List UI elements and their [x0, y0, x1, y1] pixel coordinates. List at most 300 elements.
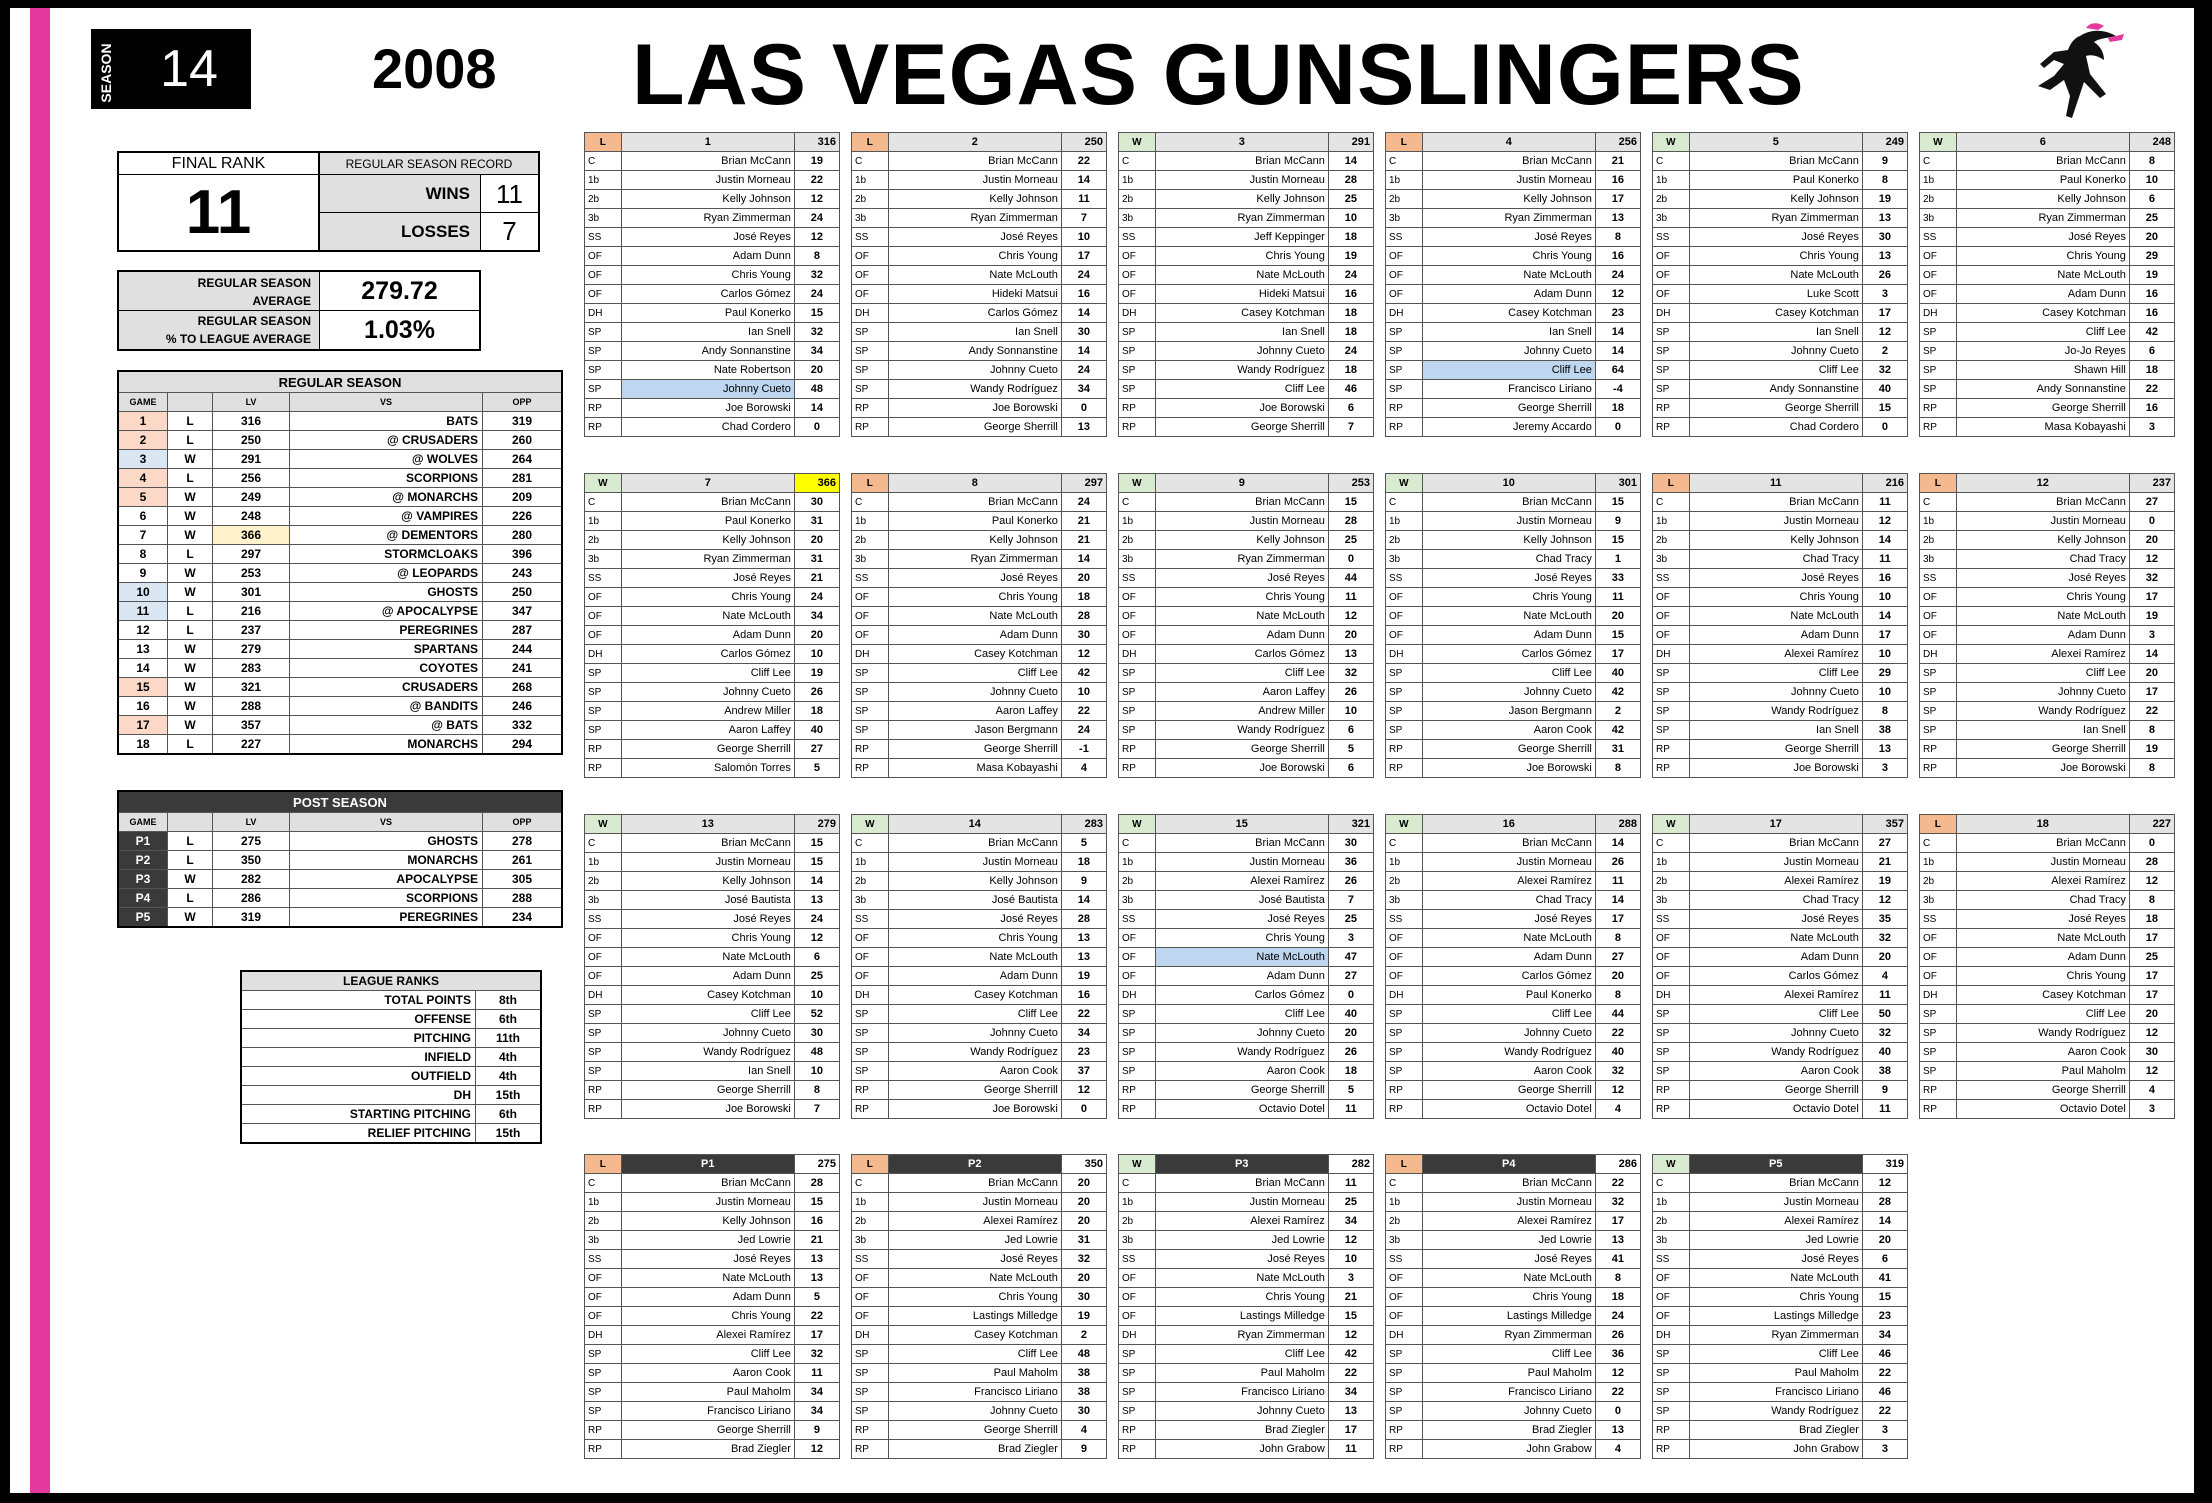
player-name: Wandy Rodríguez	[621, 1043, 794, 1062]
player-name: Joe Borowski	[1956, 759, 2129, 778]
player-name: George Sherrill	[1956, 1081, 2129, 1100]
position: OF	[852, 967, 889, 986]
player-name: José Reyes	[888, 569, 1061, 588]
player-points: 13	[1862, 740, 1907, 759]
game-result: W	[1119, 133, 1156, 152]
position: OF	[852, 607, 889, 626]
player-points: 32	[1595, 1062, 1640, 1081]
position: 2b	[1386, 531, 1423, 550]
game-card-header	[1119, 133, 1374, 152]
player-points: 24	[794, 209, 839, 228]
game-card	[1118, 473, 1374, 778]
player-name: George Sherrill	[1689, 740, 1862, 759]
player-points: 11	[1328, 1100, 1373, 1119]
player-points: 10	[1862, 683, 1907, 702]
player-points: 0	[1328, 986, 1373, 1005]
player-points: 7	[794, 1100, 839, 1119]
opp-score: 260	[483, 431, 563, 450]
game-label: 9	[1155, 474, 1328, 493]
rank-row	[241, 1105, 541, 1124]
position: OF	[852, 1307, 889, 1326]
position: RP	[1119, 1100, 1156, 1119]
player-name: Salomón Torres	[621, 759, 794, 778]
player-row	[1386, 550, 1641, 569]
player-row	[1653, 1440, 1908, 1459]
result: W	[168, 488, 213, 507]
player-points: 16	[1061, 285, 1106, 304]
player-points: 6	[1328, 759, 1373, 778]
player-name: Cliff Lee	[1689, 664, 1862, 683]
opp-score: 280	[483, 526, 563, 545]
game-number: 8	[118, 545, 168, 564]
position: 1b	[852, 512, 889, 531]
player-row	[1386, 1307, 1641, 1326]
average-box	[117, 270, 481, 351]
player-row	[852, 664, 1107, 683]
player-name: Cliff Lee	[1155, 380, 1328, 399]
player-points: 13	[1328, 1402, 1373, 1421]
position: SP	[1386, 1062, 1423, 1081]
rank-value: 15th	[476, 1086, 542, 1105]
player-name: Andy Sonnanstine	[621, 342, 794, 361]
result: L	[168, 832, 213, 851]
player-points: 28	[1061, 910, 1106, 929]
player-name: Cliff Lee	[1689, 1005, 1862, 1024]
player-row	[1386, 1043, 1641, 1062]
player-row	[1653, 171, 1908, 190]
player-name: Paul Konerko	[1689, 171, 1862, 190]
player-row	[1920, 190, 2175, 209]
position: OF	[1119, 1307, 1156, 1326]
player-points: 34	[1061, 380, 1106, 399]
game-total: 250	[1061, 133, 1106, 152]
opp-score: 246	[483, 697, 563, 716]
player-points: -1	[1061, 740, 1106, 759]
position: 2b	[852, 190, 889, 209]
player-points: 22	[2129, 380, 2174, 399]
player-points: 6	[1328, 399, 1373, 418]
player-row	[1386, 872, 1641, 891]
player-row	[1119, 683, 1374, 702]
player-row	[585, 853, 840, 872]
player-name: Casey Kotchman	[1422, 304, 1595, 323]
player-row	[1119, 550, 1374, 569]
player-name: Casey Kotchman	[1956, 304, 2129, 323]
game-label: P1	[621, 1155, 794, 1174]
position: C	[1653, 834, 1690, 853]
player-name: Ryan Zimmerman	[1956, 209, 2129, 228]
player-row	[1920, 588, 2175, 607]
player-row	[585, 1062, 840, 1081]
player-row	[1920, 910, 2175, 929]
regular-season-row	[118, 602, 562, 621]
player-name: George Sherrill	[888, 1421, 1061, 1440]
player-row	[1119, 399, 1374, 418]
player-row	[1920, 1062, 2175, 1081]
position: 3b	[1119, 550, 1156, 569]
player-points: 16	[1862, 569, 1907, 588]
player-name: Masa Kobayashi	[1956, 418, 2129, 437]
player-row	[585, 607, 840, 626]
player-points: 24	[1328, 266, 1373, 285]
player-name: Francisco Liriano	[1422, 380, 1595, 399]
position: SP	[1920, 683, 1957, 702]
player-name: Chris Young	[1956, 247, 2129, 266]
opponent: @ WOLVES	[290, 450, 483, 469]
player-name: Johnny Cueto	[888, 361, 1061, 380]
player-row	[1920, 986, 2175, 1005]
lv-score: 316	[213, 412, 290, 431]
player-name: George Sherrill	[1422, 1081, 1595, 1100]
player-row	[852, 228, 1107, 247]
player-row	[852, 626, 1107, 645]
player-row	[585, 323, 840, 342]
player-points: 2	[1595, 702, 1640, 721]
player-points: 12	[1328, 607, 1373, 626]
player-name: Nate McLouth	[888, 948, 1061, 967]
player-row	[585, 1421, 840, 1440]
game-label: 17	[1689, 815, 1862, 834]
player-name: Ian Snell	[1689, 721, 1862, 740]
player-name: Shawn Hill	[1956, 361, 2129, 380]
player-points: 20	[1862, 1231, 1907, 1250]
player-row	[852, 285, 1107, 304]
player-points: 23	[1595, 304, 1640, 323]
player-row	[852, 209, 1107, 228]
player-points: 18	[794, 702, 839, 721]
player-row	[1119, 228, 1374, 247]
position: OF	[585, 588, 622, 607]
opponent: @ CRUSADERS	[290, 431, 483, 450]
player-points: 20	[1061, 1174, 1106, 1193]
player-name: Brian McCann	[1155, 1174, 1328, 1193]
player-points: 15	[1862, 1288, 1907, 1307]
rank-row	[241, 1067, 541, 1086]
player-row	[1119, 1326, 1374, 1345]
game-number: 16	[118, 697, 168, 716]
position: SS	[1119, 569, 1156, 588]
player-row	[1920, 304, 2175, 323]
player-name: José Reyes	[1155, 1250, 1328, 1269]
player-points: 8	[1595, 986, 1640, 1005]
player-row	[1119, 418, 1374, 437]
player-points: 22	[794, 171, 839, 190]
position: SS	[852, 569, 889, 588]
game-card-header	[585, 1155, 840, 1174]
opp-score: 234	[483, 908, 563, 928]
player-row	[1386, 493, 1641, 512]
player-name: Cliff Lee	[1155, 1005, 1328, 1024]
player-points: 8	[1595, 228, 1640, 247]
game-card-header	[585, 133, 840, 152]
player-row	[585, 247, 840, 266]
player-points: 40	[1328, 1005, 1373, 1024]
position: OF	[1920, 626, 1957, 645]
player-row	[1653, 323, 1908, 342]
player-row	[1119, 1193, 1374, 1212]
player-name: Brian McCann	[888, 493, 1061, 512]
position: RP	[1386, 399, 1423, 418]
player-row	[1119, 664, 1374, 683]
game-number: P5	[118, 908, 168, 928]
player-points: 40	[1862, 1043, 1907, 1062]
opp-score: 396	[483, 545, 563, 564]
player-row	[1653, 1345, 1908, 1364]
player-name: Brian McCann	[1956, 834, 2129, 853]
game-label: 4	[1422, 133, 1595, 152]
player-name: Ryan Zimmerman	[621, 550, 794, 569]
position: SS	[1386, 569, 1423, 588]
player-name: Brian McCann	[621, 152, 794, 171]
player-name: Chris Young	[621, 588, 794, 607]
player-row	[1119, 986, 1374, 1005]
position: 1b	[1920, 171, 1957, 190]
player-points: 25	[1328, 1193, 1373, 1212]
player-row	[1119, 626, 1374, 645]
position: RP	[1920, 1100, 1957, 1119]
player-row	[585, 285, 840, 304]
player-name: Brad Ziegler	[888, 1440, 1061, 1459]
player-name: Kelly Johnson	[1689, 190, 1862, 209]
player-points: 15	[1595, 626, 1640, 645]
player-name: Johnny Cueto	[621, 1024, 794, 1043]
player-row	[1920, 361, 2175, 380]
position: OF	[1653, 266, 1690, 285]
opponent: MONARCHS	[290, 851, 483, 870]
game-result: L	[1386, 133, 1423, 152]
player-points: 32	[794, 266, 839, 285]
player-points: 0	[1862, 418, 1907, 437]
player-row	[1653, 304, 1908, 323]
player-points: 10	[2129, 171, 2174, 190]
player-points: 32	[1328, 664, 1373, 683]
wins-value: 11	[480, 175, 538, 213]
column-header: GAME	[118, 813, 168, 832]
position: DH	[1653, 304, 1690, 323]
position: 2b	[1653, 872, 1690, 891]
player-points: 17	[1862, 626, 1907, 645]
game-number: P1	[118, 832, 168, 851]
player-name: Wandy Rodríguez	[1689, 1402, 1862, 1421]
player-points: 30	[1862, 228, 1907, 247]
game-card-header	[1920, 133, 2175, 152]
player-points: 25	[794, 967, 839, 986]
position: OF	[1386, 929, 1423, 948]
position: C	[1920, 834, 1957, 853]
player-name: Johnny Cueto	[1155, 342, 1328, 361]
player-points: 17	[1595, 1212, 1640, 1231]
position: 3b	[852, 891, 889, 910]
player-points: 15	[1328, 493, 1373, 512]
player-row	[585, 1402, 840, 1421]
opp-score: 287	[483, 621, 563, 640]
player-points: 24	[794, 285, 839, 304]
player-row	[1653, 209, 1908, 228]
position: SP	[852, 1383, 889, 1402]
position: 3b	[1386, 209, 1423, 228]
player-name: Johnny Cueto	[1689, 683, 1862, 702]
player-name: José Reyes	[1155, 569, 1328, 588]
game-total: 279	[794, 815, 839, 834]
opp-score: 243	[483, 564, 563, 583]
position: 3b	[585, 1231, 622, 1250]
player-row	[1386, 740, 1641, 759]
position: DH	[1119, 986, 1156, 1005]
player-name: Aaron Cook	[1155, 1062, 1328, 1081]
player-name: Cliff Lee	[888, 1005, 1061, 1024]
game-result: L	[852, 474, 889, 493]
position: DH	[1386, 645, 1423, 664]
position: RP	[852, 740, 889, 759]
player-name: George Sherrill	[888, 418, 1061, 437]
player-name: Aaron Cook	[1689, 1062, 1862, 1081]
player-name: Nate McLouth	[888, 1269, 1061, 1288]
player-row	[1653, 152, 1908, 171]
player-name: José Reyes	[1689, 569, 1862, 588]
position: 3b	[1920, 891, 1957, 910]
player-points: 20	[1595, 967, 1640, 986]
player-row	[1653, 1081, 1908, 1100]
player-points: 14	[794, 872, 839, 891]
position: OF	[1386, 967, 1423, 986]
player-row	[1119, 1043, 1374, 1062]
player-name: Ryan Zimmerman	[1689, 209, 1862, 228]
game-total: 357	[1862, 815, 1907, 834]
player-row	[1920, 569, 2175, 588]
game-label: P3	[1155, 1155, 1328, 1174]
player-points: 17	[1328, 1421, 1373, 1440]
player-name: Brad Ziegler	[1422, 1421, 1595, 1440]
position: 1b	[1119, 512, 1156, 531]
player-name: Joe Borowski	[888, 399, 1061, 418]
player-points: 31	[1061, 1231, 1106, 1250]
player-points: 16	[1595, 171, 1640, 190]
player-name: Jed Lowrie	[888, 1231, 1061, 1250]
player-row	[585, 190, 840, 209]
opp-score: 281	[483, 469, 563, 488]
player-row	[585, 304, 840, 323]
player-row	[585, 361, 840, 380]
column-header: LV	[213, 393, 290, 412]
player-name: Lastings Milledge	[888, 1307, 1061, 1326]
lv-score: 256	[213, 469, 290, 488]
player-name: José Bautista	[621, 891, 794, 910]
player-row	[585, 493, 840, 512]
column-header: LV	[213, 813, 290, 832]
year-title: 2008	[372, 37, 497, 100]
player-row	[852, 1174, 1107, 1193]
player-points: 31	[794, 550, 839, 569]
lv-score: 288	[213, 697, 290, 716]
player-name: Adam Dunn	[1689, 626, 1862, 645]
player-points: 9	[1061, 872, 1106, 891]
player-row	[1920, 721, 2175, 740]
player-name: Ian Snell	[621, 323, 794, 342]
player-row	[1653, 361, 1908, 380]
player-points: 11	[1595, 872, 1640, 891]
opp-score: 250	[483, 583, 563, 602]
player-name: Ian Snell	[1422, 323, 1595, 342]
position: SP	[585, 1383, 622, 1402]
player-name: Adam Dunn	[621, 247, 794, 266]
regular-season-row	[118, 526, 562, 545]
player-points: 14	[794, 399, 839, 418]
player-row	[1119, 190, 1374, 209]
player-points: 18	[1061, 853, 1106, 872]
position: RP	[1653, 1421, 1690, 1440]
position: 2b	[1653, 1212, 1690, 1231]
lv-score: 321	[213, 678, 290, 697]
player-points: 8	[1862, 702, 1907, 721]
player-points: 28	[1061, 607, 1106, 626]
opponent: CRUSADERS	[290, 678, 483, 697]
player-points: 14	[1595, 834, 1640, 853]
player-name: Adam Dunn	[1689, 948, 1862, 967]
game-total: 319	[1862, 1155, 1907, 1174]
post-season-row	[118, 851, 562, 870]
player-points: 25	[1328, 531, 1373, 550]
player-points: 9	[794, 1421, 839, 1440]
game-result: L	[1386, 1155, 1423, 1174]
player-name: Chris Young	[1689, 588, 1862, 607]
player-name: George Sherrill	[1422, 399, 1595, 418]
player-points: 4	[2129, 1081, 2174, 1100]
position: RP	[1653, 1440, 1690, 1459]
rank-value: 15th	[476, 1124, 542, 1144]
position: OF	[585, 285, 622, 304]
position: SP	[585, 1402, 622, 1421]
player-row	[1386, 1081, 1641, 1100]
position: RP	[1920, 759, 1957, 778]
player-points: 22	[1595, 1174, 1640, 1193]
position: OF	[1920, 266, 1957, 285]
player-points: 18	[1595, 1288, 1640, 1307]
position: RP	[852, 1081, 889, 1100]
regular-season-row	[118, 564, 562, 583]
player-name: Aaron Cook	[888, 1062, 1061, 1081]
position: SS	[852, 1250, 889, 1269]
player-name: Kelly Johnson	[1155, 190, 1328, 209]
position: SS	[1119, 228, 1156, 247]
player-row	[852, 1081, 1107, 1100]
position: SP	[1653, 683, 1690, 702]
player-name: Nate Robertson	[621, 361, 794, 380]
player-name: Wandy Rodríguez	[1689, 702, 1862, 721]
position: OF	[1386, 948, 1423, 967]
position: OF	[1119, 266, 1156, 285]
player-name: Brian McCann	[888, 1174, 1061, 1193]
player-row	[585, 834, 840, 853]
player-name: Kelly Johnson	[621, 872, 794, 891]
position: SS	[1653, 228, 1690, 247]
player-row	[1119, 1269, 1374, 1288]
position: RP	[1920, 418, 1957, 437]
game-result: L	[1920, 815, 1957, 834]
position: SP	[1119, 1364, 1156, 1383]
position: SP	[1119, 323, 1156, 342]
position: SP	[585, 683, 622, 702]
position: OF	[585, 266, 622, 285]
player-points: 20	[1061, 1269, 1106, 1288]
position: OF	[1119, 247, 1156, 266]
position: SP	[1386, 380, 1423, 399]
player-points: 9	[1862, 1081, 1907, 1100]
position: 2b	[1920, 872, 1957, 891]
player-row	[1920, 228, 2175, 247]
player-name: Johnny Cueto	[1956, 683, 2129, 702]
player-points: 21	[1862, 853, 1907, 872]
player-name: José Reyes	[1422, 228, 1595, 247]
